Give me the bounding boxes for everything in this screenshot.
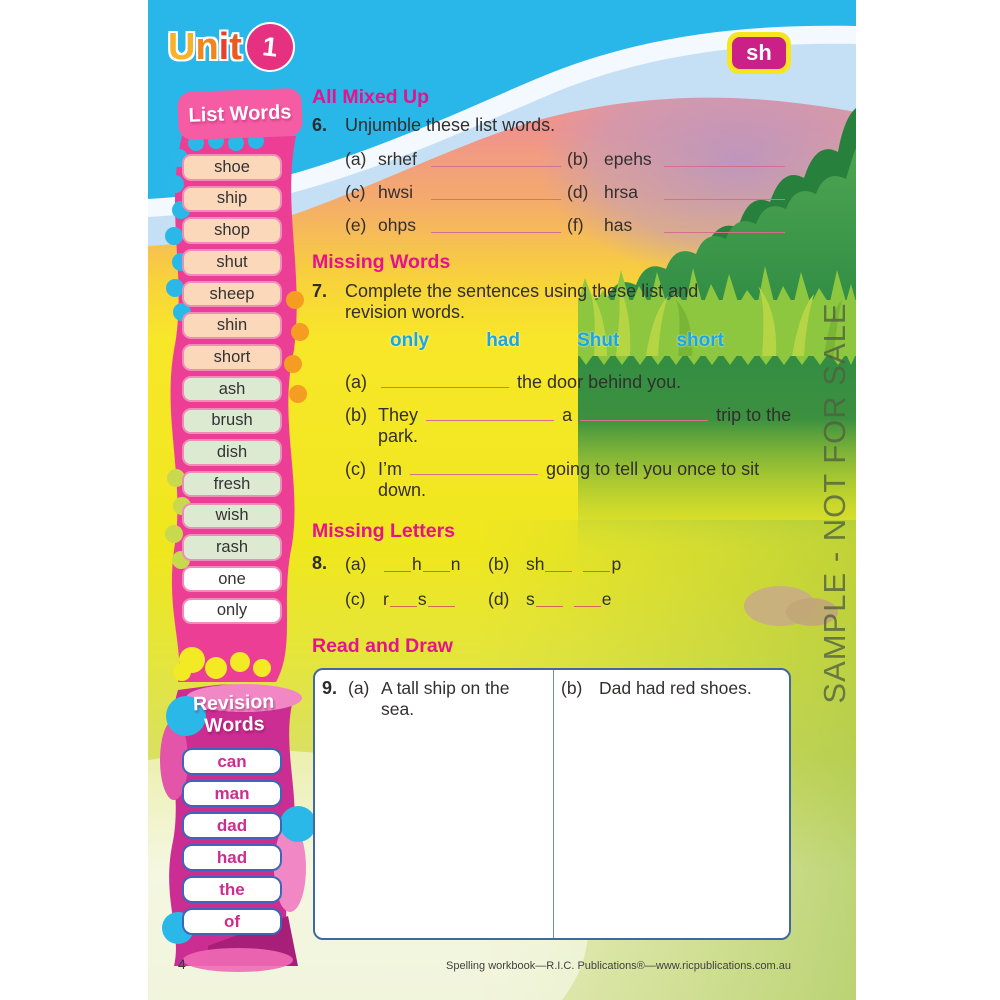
draw-box — [313, 668, 791, 940]
revision-word-pill: of — [182, 908, 282, 935]
answer-line[interactable] — [664, 198, 785, 200]
revision-words-panel — [182, 748, 282, 940]
revision-word-pill: man — [182, 780, 282, 807]
prompt-a-text: A tall ship on the sea. — [381, 678, 510, 719]
letter-blank[interactable] — [384, 569, 411, 572]
list-word-pill: sheep — [182, 281, 282, 308]
given-letters: r — [383, 589, 389, 609]
item-label: (a) — [345, 149, 367, 169]
page-number: 4 — [178, 956, 186, 972]
list-word-pill: ship — [182, 186, 282, 213]
list-words-title: List Words — [177, 88, 303, 140]
unjumble-item — [345, 214, 567, 236]
word-bank — [390, 330, 724, 352]
unit-number-badge: 1 — [242, 20, 297, 75]
item-label: (d) — [488, 589, 510, 609]
letter-blank[interactable] — [428, 604, 455, 607]
item-label: (c) — [345, 589, 366, 609]
item-label: (e) — [345, 215, 367, 235]
list-word-pill: shoe — [182, 154, 282, 181]
heading-missing-letters: Missing Letters — [312, 520, 456, 542]
missing-letter-items — [345, 553, 705, 610]
missing-letter-item — [488, 553, 705, 575]
letter-blank[interactable] — [545, 569, 572, 572]
list-word-pill: one — [182, 566, 282, 593]
unjumble-item — [567, 181, 791, 203]
item-label: (f) — [567, 215, 584, 235]
list-word-pill: shut — [182, 249, 282, 276]
list-word-pill: shop — [182, 217, 282, 244]
given-letters: n — [450, 554, 461, 574]
heading-missing-words: Missing Words — [312, 251, 451, 273]
item-label: (c) — [345, 182, 366, 202]
revision-words-title: Revision Words — [192, 690, 275, 738]
question-8-number: 8. — [312, 553, 328, 573]
sentence-text: trip to the park. — [378, 405, 792, 446]
answer-blank[interactable] — [580, 406, 708, 421]
jumbled-word: epehs — [604, 149, 652, 169]
list-word-pill: ash — [182, 376, 282, 403]
letter-blank[interactable] — [390, 604, 417, 607]
list-word-pill: brush — [182, 408, 282, 435]
heading-read-and-draw: Read and Draw — [312, 635, 453, 657]
list-word-pill: rash — [182, 534, 282, 561]
prompt-b-text: Dad had red shoes. — [599, 678, 752, 698]
sentence-text: going to tell you once to sit down. — [378, 459, 760, 500]
page-area — [148, 0, 856, 1000]
unit-letter: U — [168, 25, 196, 68]
given-letters: s — [417, 589, 427, 609]
word-bank-word: Shut — [577, 330, 620, 351]
answer-line[interactable] — [431, 198, 561, 200]
prompt-a-label: (a) — [348, 678, 370, 698]
unit-letter: t — [229, 25, 242, 68]
sentence-content — [378, 405, 797, 447]
heading-all-mixed-up: All Mixed Up — [312, 86, 430, 108]
list-word-pill: only — [182, 598, 282, 625]
item-label: (c) — [345, 459, 366, 479]
sentence-content — [378, 459, 797, 501]
word-bank-word: had — [486, 330, 520, 351]
unjumble-items — [345, 148, 791, 236]
answer-line[interactable] — [664, 165, 785, 167]
item-label: (d) — [567, 182, 589, 202]
question-6-instruction: Unjumble these list words. — [345, 115, 556, 135]
sentence-item — [345, 405, 797, 447]
word-bank-word: short — [676, 330, 724, 351]
prompt-b-label: (b) — [561, 678, 583, 698]
sentence-text: the door behind you. — [517, 372, 682, 392]
question-7-number: 7. — [312, 281, 328, 301]
revision-word-pill: had — [182, 844, 282, 871]
revision-word-pill: can — [182, 748, 282, 775]
question-7-instruction: Complete the sentences using these list and revision words. — [345, 281, 699, 322]
revision-word-pill: dad — [182, 812, 282, 839]
draw-cell-a[interactable] — [315, 670, 554, 938]
list-word-pill: wish — [182, 503, 282, 530]
missing-letter-item — [488, 588, 705, 610]
item-label: (b) — [488, 554, 510, 574]
unjumble-item — [567, 214, 791, 236]
answer-blank[interactable] — [381, 373, 509, 388]
item-label: (a) — [345, 554, 367, 574]
sentence-items — [345, 372, 797, 501]
unit-letter: i — [218, 25, 230, 68]
draw-cell-b[interactable] — [554, 670, 789, 938]
answer-blank[interactable] — [426, 406, 554, 421]
given-letters: sh — [526, 554, 545, 574]
jumbled-word: srhef — [378, 149, 417, 169]
word-bank-word: only — [390, 330, 430, 351]
sound-badge — [727, 32, 791, 74]
given-letters: p — [611, 554, 622, 574]
missing-letter-item — [345, 553, 488, 575]
list-word-pill: dish — [182, 439, 282, 466]
sentence-text: They — [378, 405, 419, 425]
question-9-number: 9. — [322, 678, 338, 698]
unjumble-item — [345, 181, 567, 203]
jumbled-word: ohps — [378, 215, 416, 235]
sentence-item — [345, 372, 797, 393]
answer-line[interactable] — [431, 165, 561, 167]
item-label: (a) — [345, 372, 367, 392]
jumbled-word: hrsa — [604, 182, 639, 202]
unit-label — [168, 26, 242, 69]
answer-blank[interactable] — [410, 460, 538, 475]
letter-blank[interactable] — [574, 604, 601, 607]
sentence-content — [378, 372, 797, 393]
answer-line[interactable] — [431, 231, 561, 233]
given-letters: s — [526, 589, 535, 609]
footer-text: Spelling workbook—R.I.C. Publications®—www.ricpublications.com.au — [446, 960, 791, 972]
list-word-pill: short — [182, 344, 282, 371]
unit-letter: n — [195, 25, 219, 68]
jumbled-word: has — [604, 215, 633, 235]
given-letters: e — [601, 589, 612, 609]
list-word-pill: shin — [182, 312, 282, 339]
given-letters: h — [412, 554, 422, 574]
question-6-number: 6. — [312, 115, 328, 135]
jumbled-word: hwsi — [378, 182, 414, 202]
unjumble-item — [345, 148, 567, 170]
letter-blank[interactable] — [536, 604, 563, 607]
unit-logo — [168, 22, 295, 72]
sample-watermark: SAMPLE - NOT FOR SALE — [817, 302, 852, 704]
answer-line[interactable] — [664, 231, 785, 233]
missing-letter-item — [345, 588, 488, 610]
revision-word-pill: the — [182, 876, 282, 903]
sound-badge-label: sh — [732, 37, 786, 69]
item-label: (b) — [345, 405, 367, 425]
sentence-item — [345, 459, 797, 501]
unjumble-item — [567, 148, 791, 170]
sentence-text: I’m — [378, 459, 402, 479]
item-label: (b) — [567, 149, 589, 169]
list-word-pill: fresh — [182, 471, 282, 498]
list-words-panel — [182, 154, 282, 629]
sentence-text: a — [562, 405, 573, 425]
letter-blank[interactable] — [583, 569, 610, 572]
letter-blank[interactable] — [423, 569, 450, 572]
